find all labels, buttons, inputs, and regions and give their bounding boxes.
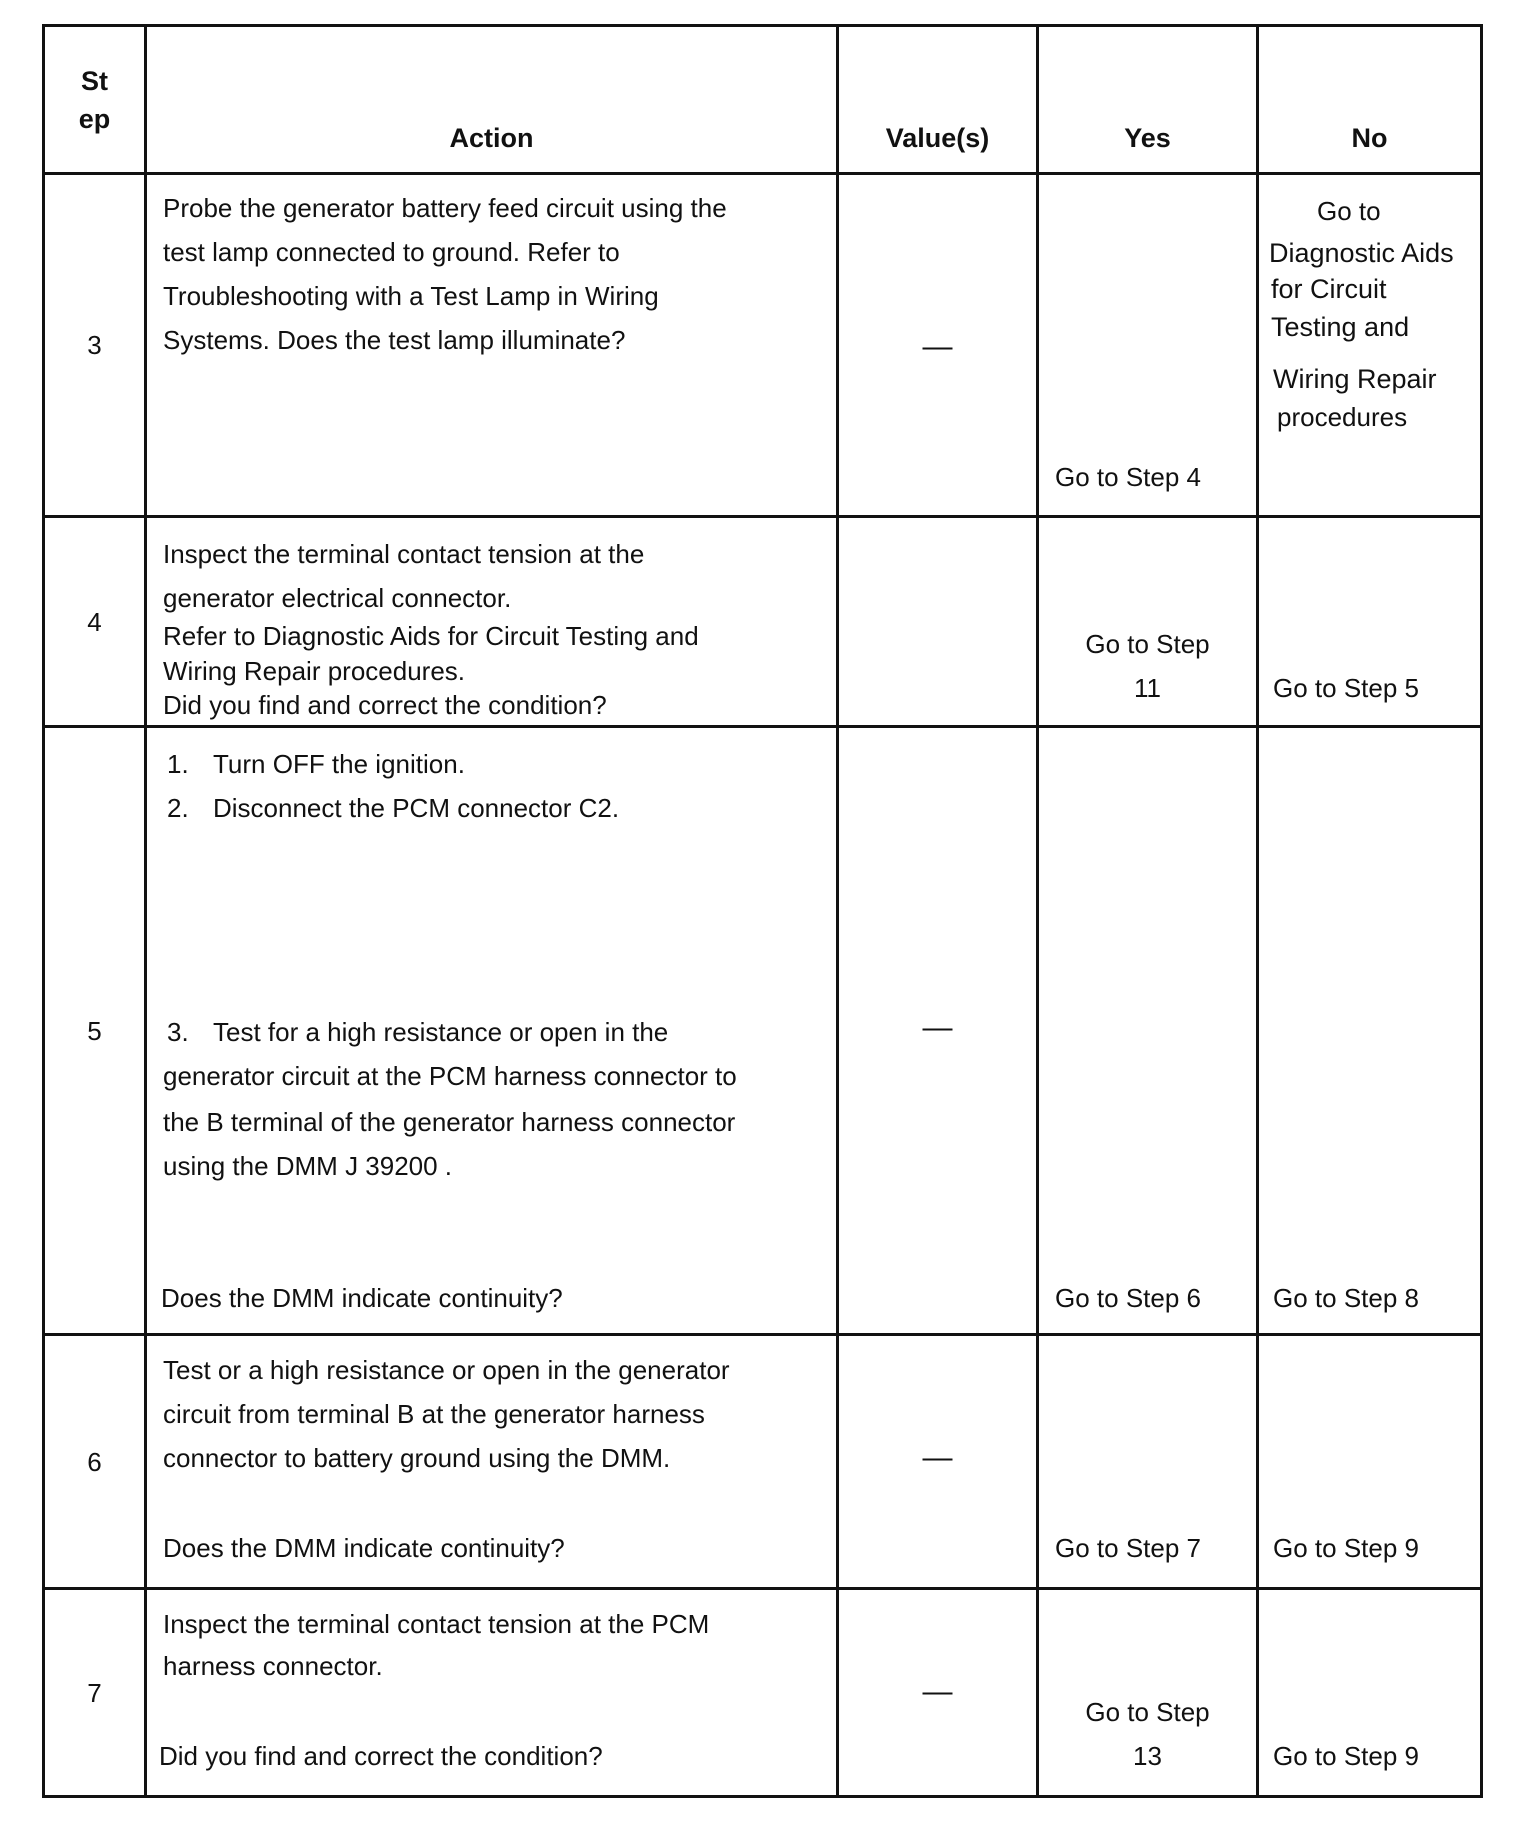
header-yes: Yes xyxy=(1038,26,1258,174)
list-item: 3. Test for a high resistance or open in the xyxy=(167,1017,669,1047)
yes-text: 13 xyxy=(1133,1741,1162,1771)
action-text: Wiring Repair procedures. xyxy=(163,656,466,686)
no-text: procedures xyxy=(1277,402,1408,432)
value-cell: — xyxy=(838,1589,1038,1797)
action-text: generator electrical connector. xyxy=(163,583,512,613)
table-row xyxy=(44,174,1482,517)
yes-text: Go to Step 6 xyxy=(1055,1283,1201,1313)
yes-cell xyxy=(1038,174,1258,517)
table-row xyxy=(44,1335,1482,1589)
no-text: Go to xyxy=(1317,196,1381,226)
no-cell xyxy=(1258,727,1482,1335)
action-cell xyxy=(146,174,838,517)
action-text: harness connector. xyxy=(163,1651,383,1681)
no-text: Go to Step 9 xyxy=(1273,1741,1419,1771)
action-text: Inspect the terminal contact tension at the xyxy=(163,539,645,569)
value-cell: — xyxy=(838,174,1038,517)
action-cell xyxy=(146,1335,838,1589)
action-text: Probe the generator battery feed circuit using the test lamp connected to ground. Refer to Troubleshooting with a Test Lamp in Wiring Systems. Does the test lamp illuminate? xyxy=(163,193,727,355)
yes-text: Go to Step xyxy=(1085,629,1210,659)
no-text: Wiring Repair xyxy=(1273,364,1437,394)
step-number: 6 xyxy=(44,1335,146,1589)
header-no: No xyxy=(1258,26,1482,174)
yes-cell xyxy=(1038,727,1258,1335)
yes-text: 11 xyxy=(1134,673,1161,703)
header-values: Value(s) xyxy=(838,26,1038,174)
header-row xyxy=(44,26,1482,174)
list-item: 1. Turn OFF the ignition. xyxy=(167,749,465,779)
action-text: using the DMM J 39200 . xyxy=(163,1151,453,1181)
action-text: circuit from terminal B at the generator harness xyxy=(163,1399,705,1429)
no-cell xyxy=(1258,174,1482,517)
action-question: Does the DMM indicate continuity? xyxy=(163,1533,565,1563)
value-cell: — xyxy=(838,1335,1038,1589)
step-number: 4 xyxy=(44,517,146,727)
action-text: generator circuit at the PCM harness connector to xyxy=(163,1061,737,1091)
no-text: for Circuit xyxy=(1271,274,1387,304)
yes-cell xyxy=(1038,1335,1258,1589)
action-cell xyxy=(146,727,838,1335)
table-row xyxy=(44,517,1482,727)
action-cell xyxy=(146,1589,838,1797)
action-question: Did you find and correct the condition? xyxy=(159,1741,603,1771)
step-number: 7 xyxy=(44,1589,146,1797)
no-cell xyxy=(1258,1335,1482,1589)
action-text: Did you find and correct the condition? xyxy=(163,690,607,720)
value-cell xyxy=(838,517,1038,727)
header-action: Action xyxy=(146,26,838,174)
yes-text: Go to Step 4 xyxy=(1055,462,1201,492)
diagnostic-table xyxy=(42,24,1483,1798)
no-text: Diagnostic Aids xyxy=(1269,238,1454,268)
action-question: Does the DMM indicate continuity? xyxy=(161,1283,563,1313)
no-text: Go to Step 9 xyxy=(1273,1533,1419,1563)
step-number: 3 xyxy=(44,174,146,517)
header-step-line2: ep xyxy=(78,103,111,134)
value-cell: — xyxy=(838,727,1038,1335)
no-text: Testing and xyxy=(1271,312,1410,342)
yes-text: Go to Step xyxy=(1085,1697,1210,1727)
yes-cell xyxy=(1038,1589,1258,1797)
action-text: Refer to Diagnostic Aids for Circuit Testing and xyxy=(163,621,699,651)
list-item: 2. Disconnect the PCM connector C2. xyxy=(167,793,620,823)
no-cell xyxy=(1258,1589,1482,1797)
no-text: Go to Step 8 xyxy=(1273,1283,1419,1313)
yes-cell xyxy=(1038,517,1258,727)
action-text: Test or a high resistance or open in the generator xyxy=(163,1355,730,1385)
header-step-line1: St xyxy=(81,65,108,96)
action-cell xyxy=(146,517,838,727)
no-cell xyxy=(1258,517,1482,727)
no-text: Go to Step 5 xyxy=(1273,673,1419,703)
table-row xyxy=(44,727,1482,1335)
action-text: Inspect the terminal contact tension at the PCM xyxy=(163,1609,710,1639)
yes-text: Go to Step 7 xyxy=(1055,1533,1201,1563)
action-text: connector to battery ground using the DMM. xyxy=(163,1443,671,1473)
step-number: 5 xyxy=(44,727,146,1335)
action-text: the B terminal of the generator harness connector xyxy=(163,1107,736,1137)
table-row xyxy=(44,1589,1482,1797)
header-step xyxy=(44,26,146,174)
